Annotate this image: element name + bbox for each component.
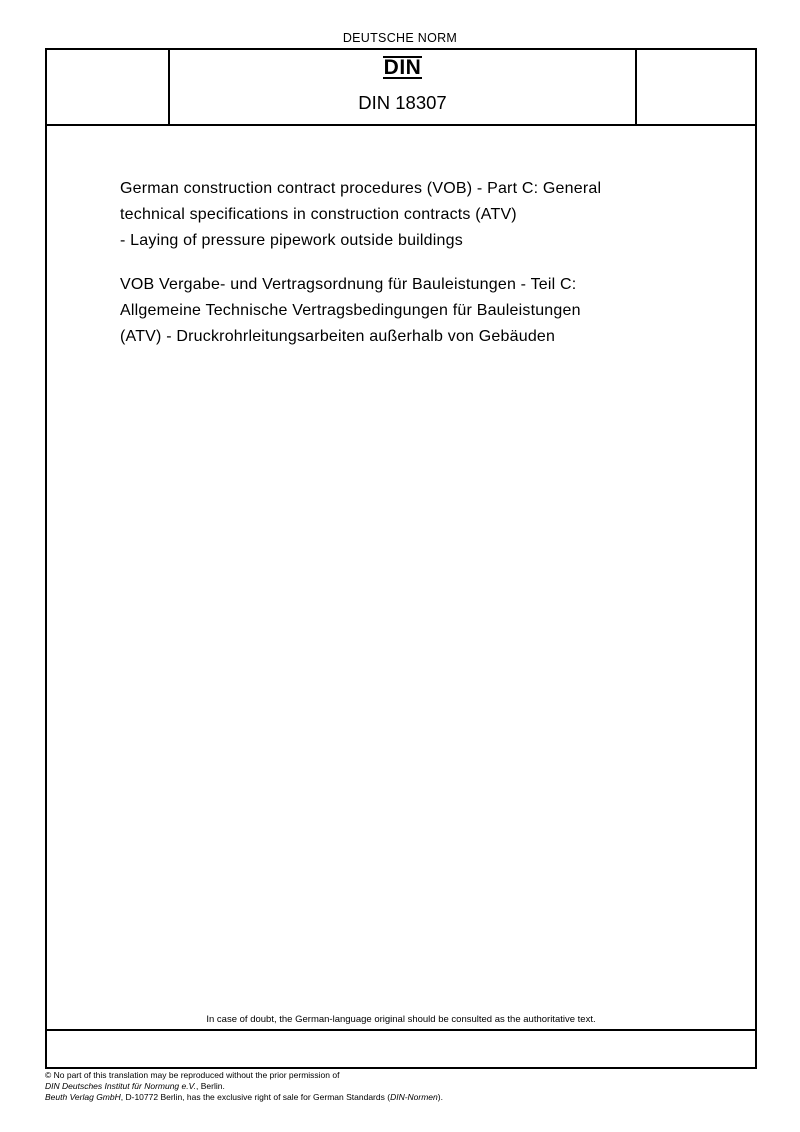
- title-english-line: - Laying of pressure pipework outside buildings: [120, 232, 463, 249]
- footer-line-3-end: ).: [437, 1092, 443, 1102]
- copyright-footer: [45, 1070, 443, 1103]
- title-german-line: Allgemeine Technische Vertragsbedingungen für Bauleistungen: [120, 302, 581, 319]
- authoritative-text-note: In case of doubt, the German-language original should be consulted as the authoritative text.: [206, 1014, 596, 1025]
- footer-line-3-mid: , D-10772 Berlin, has the exclusive right of sale for German Standards (: [120, 1092, 391, 1102]
- header-row: [47, 50, 755, 126]
- title-english-line: technical specifications in construction contracts (ATV): [120, 206, 517, 223]
- din-logo: DIN: [383, 56, 422, 79]
- footer-line-1: © No part of this translation may be reproduced without the prior permission of: [45, 1070, 340, 1080]
- title-english-line: German construction contract procedures (VOB) - Part C: General: [120, 180, 602, 197]
- document-frame: [45, 48, 757, 1069]
- title-german-line: VOB Vergabe- und Vertragsordnung für Bauleistungen - Teil C:: [120, 276, 577, 293]
- bottom-divider: [47, 1029, 755, 1031]
- titles: [120, 176, 700, 350]
- footer-line-2-rest: , Berlin.: [196, 1081, 225, 1091]
- footer-line-3: [45, 1092, 443, 1103]
- document-number: DIN 18307: [358, 92, 447, 113]
- title-german-line: (ATV) - Druckrohrleitungsarbeiten außerhalb von Gebäuden: [120, 328, 556, 345]
- footer-beuth-name: Beuth Verlag GmbH: [45, 1092, 121, 1102]
- header-cell-center: [170, 50, 637, 124]
- title-german: [120, 272, 700, 350]
- footer-din-name: DIN Deutsches Institut für Normung e.V.: [45, 1081, 197, 1091]
- footer-din-normen: DIN-Normen: [390, 1092, 438, 1102]
- title-english: [120, 176, 700, 254]
- deutsche-norm-label: DEUTSCHE NORM: [342, 31, 458, 45]
- footer-line-2: [45, 1081, 443, 1092]
- header-cell-left: [47, 50, 170, 124]
